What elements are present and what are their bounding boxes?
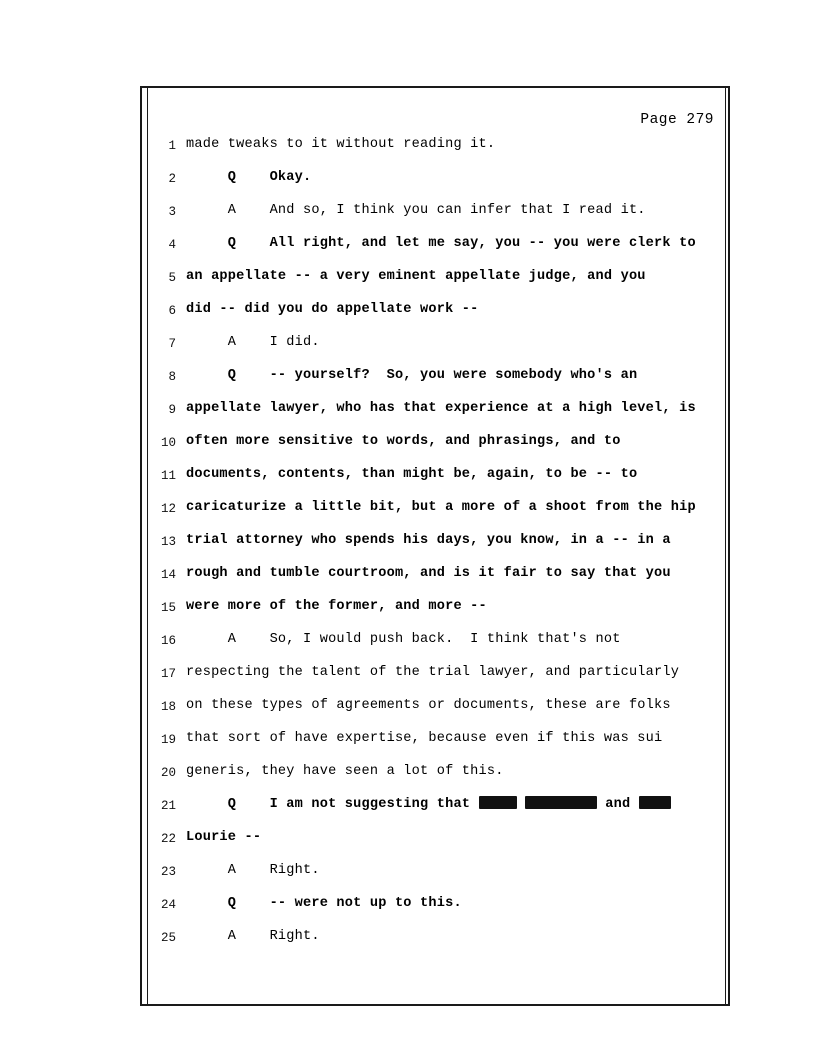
line-number: 22 xyxy=(160,832,176,846)
line-text: did -- did you do appellate work -- xyxy=(186,302,479,317)
line-text: respecting the talent of the trial lawyer, and particularly xyxy=(186,665,680,680)
line-number: 13 xyxy=(160,535,176,549)
transcript-lines xyxy=(142,134,728,959)
line-number: 9 xyxy=(168,403,176,417)
line-text xyxy=(186,794,671,814)
transcript-line xyxy=(142,299,728,332)
line-text-middle: and xyxy=(596,797,639,812)
line-text: A I did. xyxy=(186,335,320,350)
line-number: 24 xyxy=(160,898,176,912)
line-text: Q Okay. xyxy=(186,170,312,185)
line-number: 18 xyxy=(160,700,176,714)
transcript-line xyxy=(142,761,728,794)
transcript-line xyxy=(142,728,728,761)
line-number: 1 xyxy=(168,139,176,153)
transcript-line xyxy=(142,860,728,893)
line-number: 23 xyxy=(160,865,176,879)
line-number: 12 xyxy=(160,502,176,516)
transcript-line xyxy=(142,497,728,530)
transcript-line xyxy=(142,200,728,233)
line-text: were more of the former, and more -- xyxy=(186,599,487,614)
line-text: A Right. xyxy=(186,929,320,944)
line-text: that sort of have expertise, because even if this was sui xyxy=(186,731,663,746)
line-text: caricaturize a little bit, but a more of a shoot from the hip xyxy=(186,500,696,515)
redaction-bar xyxy=(479,796,517,809)
transcript-line xyxy=(142,233,728,266)
line-text: A And so, I think you can infer that I read it. xyxy=(186,203,646,218)
line-text: Q -- were not up to this. xyxy=(186,896,462,911)
transcript-line xyxy=(142,398,728,431)
line-text: trial attorney who spends his days, you know, in a -- in a xyxy=(186,533,671,548)
transcript-line xyxy=(142,365,728,398)
transcript-line-redacted xyxy=(142,794,728,827)
line-text: A So, I would push back. I think that's not xyxy=(186,632,621,647)
redaction-gap xyxy=(517,797,525,812)
line-text: generis, they have seen a lot of this. xyxy=(186,764,504,779)
transcript-frame xyxy=(140,86,730,1006)
line-number: 14 xyxy=(160,568,176,582)
line-text: Lourie -- xyxy=(186,830,262,845)
transcript-line xyxy=(142,431,728,464)
page-number-label: Page 279 xyxy=(640,112,714,128)
line-text: rough and tumble courtroom, and is it fair to say that you xyxy=(186,566,671,581)
transcript-line xyxy=(142,629,728,662)
line-number: 7 xyxy=(168,337,176,351)
transcript-line xyxy=(142,266,728,299)
line-number: 5 xyxy=(168,271,176,285)
transcript-line xyxy=(142,530,728,563)
line-number: 4 xyxy=(168,238,176,252)
transcript-line xyxy=(142,596,728,629)
line-number: 16 xyxy=(160,634,176,648)
transcript-line xyxy=(142,662,728,695)
line-number: 20 xyxy=(160,766,176,780)
line-number: 10 xyxy=(160,436,176,450)
line-number: 8 xyxy=(168,370,176,384)
line-number: 3 xyxy=(168,205,176,219)
line-text: an appellate -- a very eminent appellate judge, and you xyxy=(186,269,646,284)
transcript-line xyxy=(142,167,728,200)
line-text: Q -- yourself? So, you were somebody who's an xyxy=(186,368,638,383)
transcript-line xyxy=(142,695,728,728)
line-number: 2 xyxy=(168,172,176,186)
line-number: 21 xyxy=(160,799,176,813)
line-number: 11 xyxy=(160,469,176,483)
line-number: 19 xyxy=(160,733,176,747)
transcript-line xyxy=(142,134,728,167)
transcript-line xyxy=(142,563,728,596)
line-number: 6 xyxy=(168,304,176,318)
line-text: on these types of agreements or documents, these are folks xyxy=(186,698,671,713)
line-text-prefix: Q I am not suggesting that xyxy=(186,797,479,812)
line-text: A Right. xyxy=(186,863,320,878)
transcript-line xyxy=(142,332,728,365)
transcript-line xyxy=(142,464,728,497)
line-text: made tweaks to it without reading it. xyxy=(186,137,496,152)
line-number: 25 xyxy=(160,931,176,945)
line-text: often more sensitive to words, and phrasings, and to xyxy=(186,434,621,449)
line-text: documents, contents, than might be, again, to be -- to xyxy=(186,467,638,482)
line-number: 17 xyxy=(160,667,176,681)
transcript-line xyxy=(142,893,728,926)
line-number: 15 xyxy=(160,601,176,615)
line-text: Q All right, and let me say, you -- you were clerk to xyxy=(186,236,696,251)
line-text: appellate lawyer, who has that experience at a high level, is xyxy=(186,401,696,416)
redaction-bar xyxy=(525,796,597,809)
transcript-line xyxy=(142,926,728,959)
redaction-bar xyxy=(639,796,671,809)
transcript-line xyxy=(142,827,728,860)
